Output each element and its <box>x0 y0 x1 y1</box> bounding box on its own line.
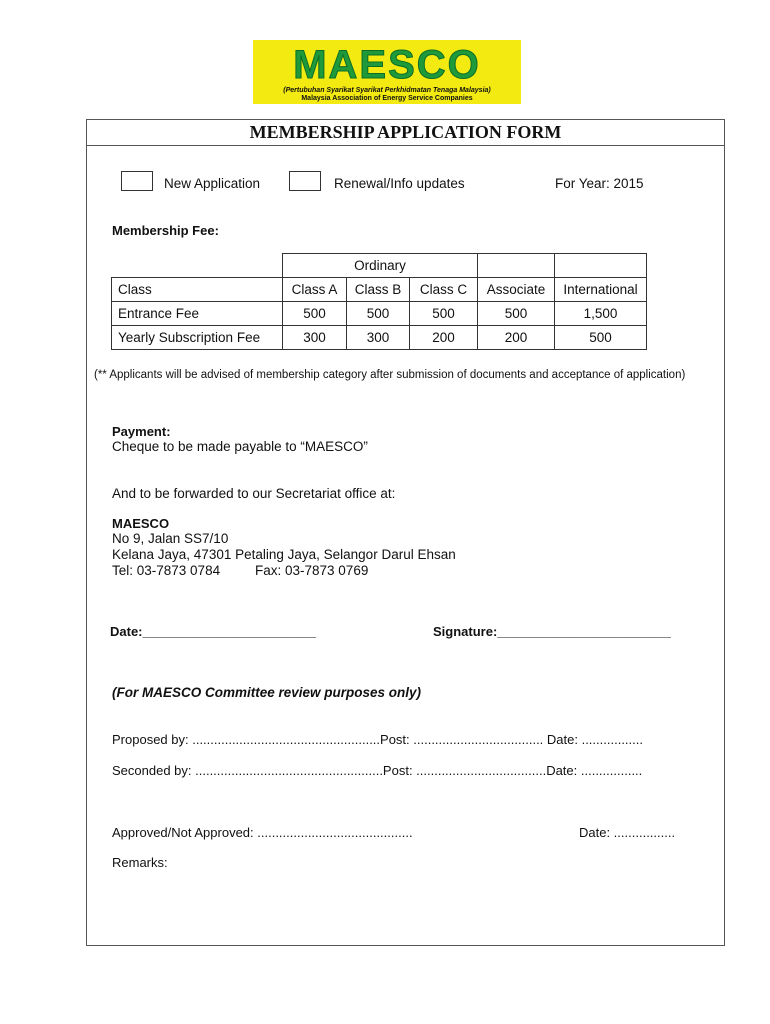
address-line-1: No 9, Jalan SS7/10 <box>112 531 229 546</box>
date-field[interactable]: Date:________________________ <box>110 624 317 639</box>
proposed-by-line[interactable]: Proposed by: ....................................................Post: .................................... Date: ................. <box>112 732 643 747</box>
table-cell: 200 <box>478 326 555 350</box>
committee-heading: (For MAESCO Committee review purposes only) <box>112 685 422 700</box>
address-name: MAESCO <box>112 516 170 531</box>
column-header: Class <box>112 278 283 302</box>
column-header: Class A <box>283 278 347 302</box>
table-cell: 500 <box>283 302 347 326</box>
logo-subtitle-english: Malaysia Association of Energy Service Companies <box>301 95 473 102</box>
logo-wordmark: MAESCO <box>293 43 481 87</box>
title-divider <box>86 145 725 146</box>
remarks-label: Remarks: <box>112 855 168 870</box>
ordinary-group-header: Ordinary <box>283 254 478 278</box>
column-header: International <box>555 278 647 302</box>
renewal-checkbox[interactable] <box>289 171 321 191</box>
payment-instruction: Cheque to be made payable to “MAESCO” <box>112 439 368 454</box>
membership-fee-heading: Membership Fee: <box>112 223 219 238</box>
applicant-note: (** Applicants will be advised of membership category after submission of documents and acceptance of application) <box>94 369 686 381</box>
seconded-by-line[interactable]: Seconded by: ....................................................Post: ....................................Date: ................. <box>112 763 643 778</box>
new-application-checkbox[interactable] <box>121 171 153 191</box>
row-label: Entrance Fee <box>112 302 283 326</box>
table-cell: 200 <box>410 326 478 350</box>
logo-subtitle-malay: (Pertubuhan Syarikat Syarikat Perkhidmatan Tenaga Malaysia) <box>283 87 491 94</box>
fax: Fax: 03-7873 0769 <box>255 563 369 578</box>
fee-table-group-row <box>112 254 647 278</box>
for-year-label: For Year: 2015 <box>555 176 644 191</box>
table-row <box>112 326 647 350</box>
table-cell: 1,500 <box>555 302 647 326</box>
form-title: MEMBERSHIP APPLICATION FORM <box>249 122 562 142</box>
approval-line[interactable]: Approved/Not Approved: ........................................... <box>112 825 413 840</box>
table-cell: 300 <box>283 326 347 350</box>
signature-field[interactable]: Signature:________________________ <box>433 624 671 639</box>
table-cell: 300 <box>347 326 410 350</box>
column-header: Associate <box>478 278 555 302</box>
payment-heading: Payment: <box>112 424 171 439</box>
maesco-logo <box>253 40 521 104</box>
table-row <box>112 302 647 326</box>
table-cell: 500 <box>410 302 478 326</box>
telephone: Tel: 03-7873 0784 <box>112 563 221 578</box>
blank-header-cell <box>555 254 647 278</box>
table-cell: 500 <box>478 302 555 326</box>
approval-date-line[interactable]: Date: ................. <box>579 825 676 840</box>
forward-instruction: And to be forwarded to our Secretariat office at: <box>112 486 396 501</box>
table-cell: 500 <box>347 302 410 326</box>
column-header: Class C <box>410 278 478 302</box>
address-line-2: Kelana Jaya, 47301 Petaling Jaya, Selangor Darul Ehsan <box>112 547 456 562</box>
fee-table-header-row <box>112 278 647 302</box>
renewal-label: Renewal/Info updates <box>334 176 465 191</box>
blank-header-cell <box>478 254 555 278</box>
new-application-label: New Application <box>164 176 261 191</box>
column-header: Class B <box>347 278 410 302</box>
blank-cell <box>112 254 283 278</box>
row-label: Yearly Subscription Fee <box>112 326 283 350</box>
table-cell: 500 <box>555 326 647 350</box>
membership-fee-table <box>111 253 647 350</box>
